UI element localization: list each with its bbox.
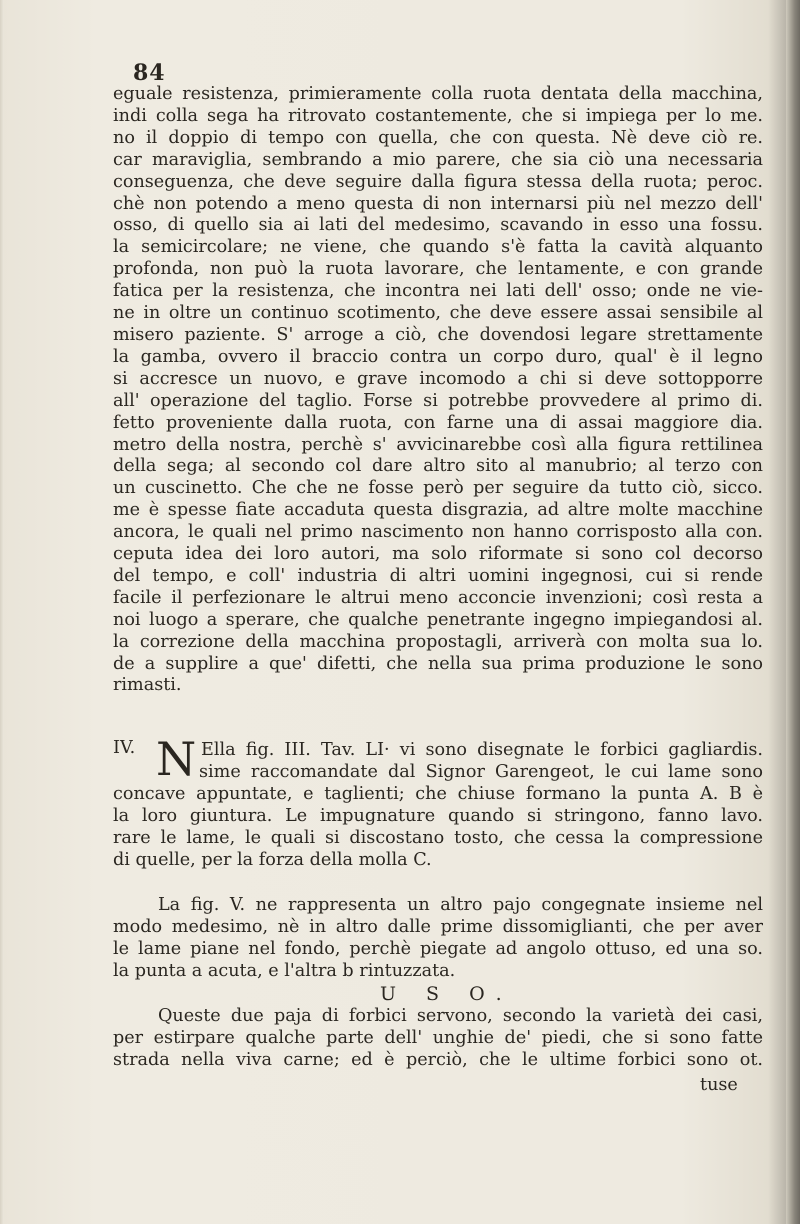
text-line: rare le lame, le quali si discostano tosto, che cessa la compressione — [113, 827, 763, 848]
text-line: Queste due paja di forbici servono, secondo la varietà dei casi, — [158, 1006, 763, 1026]
text-line: ne in oltre un continuo scotimento, che deve essere assai sensibile al — [113, 303, 763, 324]
paragraph-4 — [113, 1006, 763, 1072]
page-left-edge — [0, 0, 4, 1224]
text-line: me è spesse fiate accaduta questa disgrazia, ad altre molte macchine — [113, 500, 763, 521]
text-line: sime raccomandate dal Signor Garengeot, le cui lame sono — [199, 761, 763, 782]
paragraph-3 — [113, 895, 763, 983]
text-line: facile il perfezionare le altrui meno acconcie invenzioni; così resta a — [113, 587, 763, 608]
section-heading: U S O. — [380, 983, 514, 1005]
page-right-edge — [786, 0, 800, 1224]
text-line: per estirpare qualche parte dell' unghie de' piedi, che si sono fatte — [113, 1027, 763, 1048]
text-line: modo medesimo, nè in altro dalle prime dissomiglianti, che per aver — [113, 916, 763, 937]
text-line: chè non potendo a meno questa di non internarsi più nel mezzo dell' — [113, 193, 763, 214]
text-line: concave appuntate, e taglienti; che chiuse formano la punta A. B è — [113, 783, 763, 804]
text-line: misero paziente. S' arroge a ciò, che dovendosi legare strettamente — [113, 324, 763, 345]
text-line: La fig. V. ne rappresenta un altro pajo congegnate insieme nel — [158, 895, 763, 915]
text-line: Ella fig. III. Tav. LI· vi sono disegnate le forbici gagliardis. — [201, 740, 763, 760]
text-line: la punta a acuta, e l'altra b rintuzzata. — [113, 960, 456, 981]
text-line: un cuscinetto. Che che ne fosse però per seguire da tutto ciò, sicco. — [113, 478, 763, 499]
text-line: la correzione della macchina propostagli, arriverà con molta sua lo. — [113, 631, 763, 652]
text-line: di quelle, per la forza della molla C. — [113, 849, 432, 870]
text-line: le lame piane nel fondo, perchè piegate ad angolo ottuso, ed una so. — [113, 938, 763, 959]
drop-cap: N — [156, 732, 197, 786]
catchword: tuse — [700, 1075, 738, 1095]
text-line: la semicircolare; ne viene, che quando s'è fatta la cavità alquanto — [113, 237, 763, 258]
page-number: 84 — [133, 60, 166, 86]
text-line: la loro giuntura. Le impugnature quando si stringono, fanno lavo. — [113, 805, 763, 826]
text-line: eguale resistenza, primieramente colla ruota dentata della macchina, — [113, 84, 763, 104]
section-number: IV. — [113, 738, 136, 758]
text-line: profonda, non può la ruota lavorare, che lentamente, e con grande — [113, 259, 763, 280]
text-line: osso, di quello sia ai lati del medesimo, scavando in esso una fossu. — [113, 215, 763, 236]
text-line: indi colla sega ha ritrovato costantemente, che si impiega per lo me. — [113, 105, 763, 126]
text-line: del tempo, e coll' industria di altri uomini ingegnosi, cui si rende — [113, 565, 763, 586]
text-line: la gamba, ovvero il braccio contra un corpo duro, qual' è il legno — [113, 346, 763, 367]
text-line: noi luogo a sperare, che qualche penetrante ingegno impiegandosi al. — [113, 609, 763, 630]
text-line: fatica per la resistenza, che incontra nei lati dell' osso; onde ne vie- — [113, 281, 763, 302]
text-line: all' operazione del taglio. Forse si potrebbe provvedere al primo di. — [113, 390, 763, 411]
text-line: conseguenza, che deve seguire dalla figura stessa della ruota; peroc. — [113, 171, 763, 192]
text-line: della sega; al secondo col dare altro sito al manubrio; al terzo con — [113, 456, 763, 477]
text-line: fetto proveniente dalla ruota, con farne una di assai maggiore dia. — [113, 412, 763, 433]
text-line: strada nella viva carne; ed è perciò, che le ultime forbici sono ot. — [113, 1049, 763, 1070]
paragraph-1 — [113, 84, 763, 697]
text-line: car maraviglia, sembrando a mio parere, che sia ciò una necessaria — [113, 149, 763, 170]
text-line: rimasti. — [113, 675, 182, 696]
text-line: ancora, le quali nel primo nascimento non hanno corrisposto alla con. — [113, 522, 763, 543]
text-line: no il doppio di tempo con quella, che con questa. Nè deve ciò re. — [113, 127, 763, 148]
paragraph-2 — [113, 740, 763, 871]
text-line: metro della nostra, perchè s' avvicinarebbe così alla figura rettilinea — [113, 434, 763, 455]
text-line: de a supplire a que' difetti, che nella sua prima produzione le sono — [113, 653, 763, 674]
text-line: si accresce un nuovo, e grave incomodo a chi si deve sottopporre — [113, 368, 763, 389]
text-line: ceputa idea dei loro autori, ma solo riformate si sono col decorso — [113, 544, 763, 565]
